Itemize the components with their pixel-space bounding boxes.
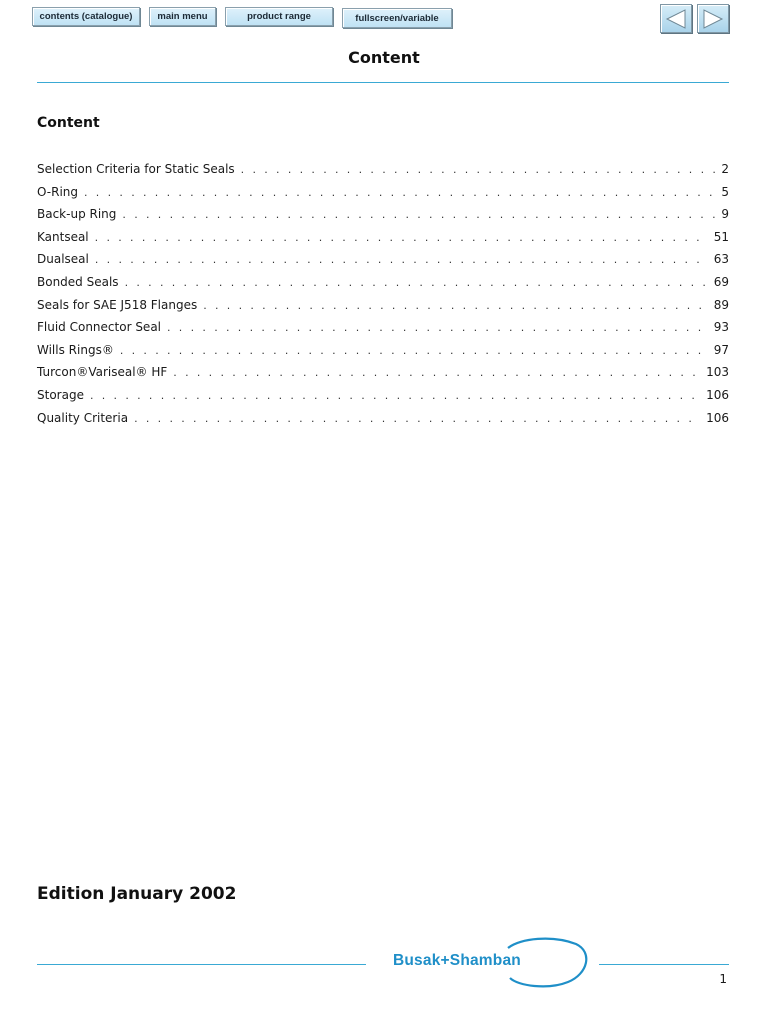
footer-divider-right — [599, 964, 729, 965]
toc-entry-page: 103 — [706, 365, 729, 380]
toc-entry-title: Wills Rings® — [37, 342, 114, 357]
main-menu-button[interactable]: main menu — [149, 7, 216, 26]
toc-entry[interactable] — [37, 162, 729, 185]
toc-entry-page: 106 — [706, 387, 729, 402]
toc-entry[interactable] — [37, 252, 729, 275]
toc-dot-leader — [84, 186, 715, 199]
contents-catalogue-button[interactable]: contents (catalogue) — [32, 7, 140, 26]
toc-entry-page: 106 — [706, 410, 729, 425]
toc-entry-page: 93 — [713, 320, 729, 335]
left-arrow-icon — [665, 9, 687, 29]
next-page-button[interactable] — [697, 4, 729, 33]
toc-entry-title: Kantseal — [37, 229, 89, 244]
toc-dot-leader — [241, 163, 716, 176]
toc-dot-leader — [122, 208, 715, 221]
toc-entry[interactable] — [37, 320, 729, 343]
right-arrow-icon — [702, 9, 724, 29]
footer-divider-left — [37, 964, 366, 965]
toc-entry-title: Dualseal — [37, 252, 89, 267]
toc-entry-title: Bonded Seals — [37, 274, 119, 289]
toc-entry-title: Seals for SAE J518 Flanges — [37, 297, 198, 312]
toc-entry[interactable] — [37, 230, 729, 253]
edition-label: Edition January 2002 — [37, 884, 237, 904]
busak-shamban-logo — [388, 936, 588, 988]
section-heading: Content — [37, 115, 100, 131]
toc-dot-leader — [95, 253, 708, 266]
toc-entry-page: 51 — [713, 229, 729, 244]
previous-page-button[interactable] — [660, 4, 692, 33]
fullscreen-variable-button[interactable]: fullscreen/variable — [342, 8, 452, 28]
toc-entry-title: O-Ring — [37, 184, 79, 199]
toc-entry[interactable] — [37, 207, 729, 230]
page-title: Content — [348, 48, 420, 67]
toc-entry-page: 9 — [721, 207, 729, 222]
toc-dot-leader — [203, 299, 708, 312]
toc-entry[interactable] — [37, 365, 729, 388]
toc-dot-leader — [120, 344, 708, 357]
toc-entry-title: Quality Criteria — [37, 410, 129, 425]
product-range-button[interactable]: product range — [225, 7, 333, 26]
toc-entry-page: 2 — [721, 162, 729, 176]
logo-text: Busak+Shamban — [393, 952, 521, 969]
toc-entry-title: Storage — [37, 387, 84, 402]
toc-entry[interactable] — [37, 388, 729, 411]
table-of-contents — [37, 162, 729, 433]
toc-entry-page: 69 — [713, 274, 729, 289]
toc-entry-title: Back-up Ring — [37, 207, 117, 222]
toc-entry-page: 63 — [713, 252, 729, 267]
toc-entry[interactable] — [37, 185, 729, 208]
toc-entry-title: Fluid Connector Seal — [37, 320, 162, 335]
toc-entry[interactable] — [37, 343, 729, 366]
toc-entry[interactable] — [37, 275, 729, 298]
toc-entry-page: 5 — [721, 184, 729, 199]
toc-entry-page: 89 — [713, 297, 729, 312]
toc-entry-page: 97 — [713, 342, 729, 357]
toc-entry[interactable] — [37, 411, 729, 434]
page-number: 1 — [719, 972, 727, 986]
toc-dot-leader — [167, 321, 708, 334]
toc-entry-title: Turcon®Variseal® HF — [37, 365, 168, 380]
toc-dot-leader — [95, 231, 708, 244]
header-divider — [37, 82, 729, 83]
toc-dot-leader — [134, 412, 700, 425]
toc-dot-leader — [125, 276, 708, 289]
toc-entry[interactable] — [37, 298, 729, 321]
toc-dot-leader — [90, 389, 700, 402]
toc-entry-title: Selection Criteria for Static Seals — [37, 162, 235, 176]
toc-dot-leader — [173, 366, 700, 379]
